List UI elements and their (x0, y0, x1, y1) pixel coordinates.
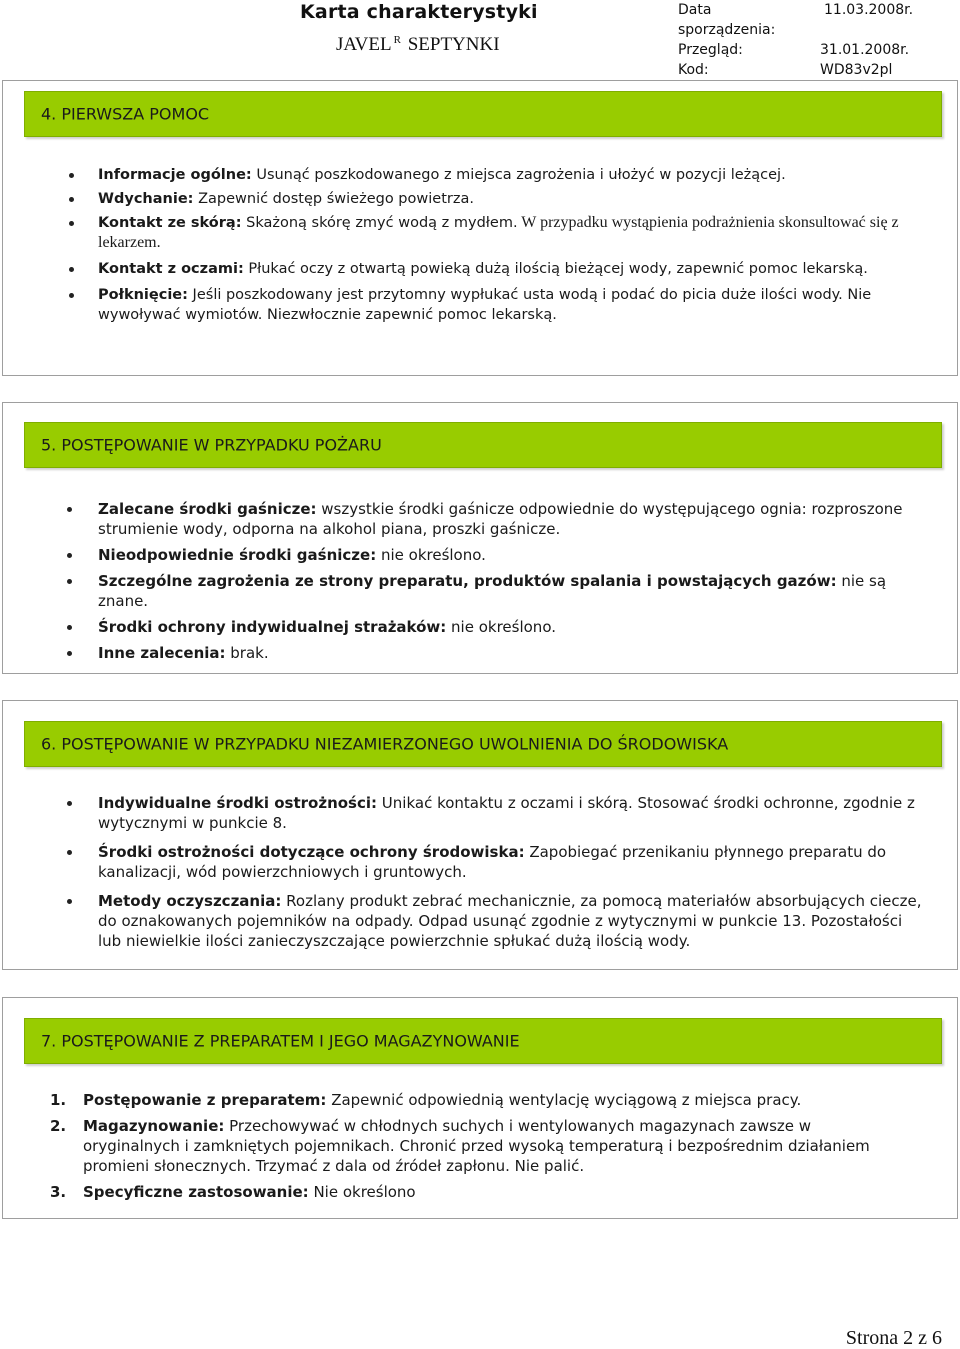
list-item: Szczególne zagrożenia ze strony preparatu, produktów spalania i powstających gazów: nie są znane. (3, 571, 957, 611)
section-title: 7. POSTĘPOWANIE Z PREPARATEM I JEGO MAGAZYNOWANIE (41, 1031, 520, 1051)
section-title: 6. POSTĘPOWANIE W PRZYPADKU NIEZAMIERZONEGO UWOLNIENIA DO ŚRODOWISKA (41, 734, 729, 754)
fire-list (3, 499, 957, 669)
list-item: Kontakt z oczami: Płukać oczy z otwartą powieką dużą ilością bieżącej wody, zapewnić pomoc lekarską. (3, 259, 957, 279)
list-item: Inne zalecenia: brak. (3, 643, 957, 663)
date-label: Data sporządzenia: (678, 2, 776, 38)
document-header-right (678, 0, 958, 80)
list-item: 1. Postępowanie z preparatem: Zapewnić odpowiednią wentylację wyciągową z miejsca pracy. (50, 1091, 802, 1109)
document-header-left (300, 0, 590, 58)
list-item: Indywidualne środki ostrożności: Unikać kontaktu z oczami i skórą. Stosować środki ochronne, zgodnie z wytycznymi w punkcie 8. (3, 793, 957, 833)
list-item: 3. Specyficzne zastosowanie: Nie określono (50, 1183, 416, 1201)
section-banner (24, 721, 942, 767)
date-value: 11.03.2008r. (824, 2, 914, 18)
section-banner (24, 91, 942, 137)
header-date-row (678, 0, 958, 40)
section-title: 5. POSTĘPOWANIE W PRZYPADKU POŻARU (41, 435, 382, 455)
review-label: Przegląd: (678, 42, 743, 58)
release-list (3, 793, 957, 957)
list-item: Kontakt ze skórą: Skażoną skórę zmyć wodą z mydłem. W przypadku wystąpienia podrażnienia skonsultować się z lekarzem. (3, 213, 957, 253)
section-handling-storage (2, 997, 958, 1219)
product-name-a: JAVEL (336, 34, 392, 55)
handling-list (3, 1090, 957, 1207)
document-title: Karta charakterystyki (300, 1, 538, 23)
section-title: 4. PIERWSZA POMOC (41, 104, 210, 124)
page-number: Strona 2 z 6 (845, 1327, 942, 1349)
first-aid-list (3, 165, 957, 331)
section-fire (2, 402, 958, 674)
section-banner (24, 422, 942, 468)
section-first-aid (2, 80, 958, 376)
registered-mark: R (393, 34, 401, 46)
list-item: Informacje ogólne: Usunąć poszkodowanego z miejsca zagrożenia i ułożyć w pozycji leżącej. (3, 165, 957, 185)
list-item: Nieodpowiednie środki gaśnicze: nie określono. (3, 545, 957, 565)
list-item: Wdychanie: Zapewnić dostęp świeżego powietrza. (3, 189, 957, 209)
list-item: Środki ostrożności dotyczące ochrony środowiska: Zapobiegać przenikaniu płynnego preparatu do kanalizacji, wód powierzchniowych i gruntowych. (3, 842, 957, 882)
product-name (300, 27, 590, 58)
list-item: 2. Magazynowanie: Przechowywać w chłodnych suchych i wentylowanych magazynach zawsze w oryginalnych i zamkniętych pojemnikach. Chronić przed wysoką temperaturą i bezpośrednim działaniem promieni słonecznych. Trzymać z dala od źródeł zapłonu. Nie palić. (50, 1117, 870, 1175)
code-value: WD83v2pl (820, 62, 893, 78)
code-label: Kod: (678, 62, 709, 78)
list-item: Połknięcie: Jeśli poszkodowany jest przytomny wypłukać usta wodą i podać do picia duże ilości wody. Nie wywoływać wymiotów. Niezwłocznie zapewnić pomoc lekarską. (3, 285, 957, 325)
section-banner (24, 1018, 942, 1064)
section-accidental-release (2, 700, 958, 970)
header-review-row (678, 40, 958, 60)
list-item: Metody oczyszczania: Rozlany produkt zebrać mechanicznie, za pomocą materiałów absorbujących ciecze, do oznakowanych pojemników na odpady. Odpad usunąć zgodnie z wytycznymi w punkcie 13. Pozostałości lub niewielkie ilości zanieczyszczające powierzchnie spłukać dużą ilością wody. (3, 891, 957, 951)
review-value: 31.01.2008r. (820, 42, 910, 58)
header-code-row (678, 60, 958, 80)
list-item: Środki ochrony indywidualnej strażaków: nie określono. (3, 617, 957, 637)
list-item: Zalecane środki gaśnicze: wszystkie środki gaśnicze odpowiednie do występującego ognia: rozproszone strumienie wody, odporna na alkohol piana, proszki gaśnicze. (3, 499, 957, 539)
product-name-b: SEPTYNKI (407, 34, 500, 55)
